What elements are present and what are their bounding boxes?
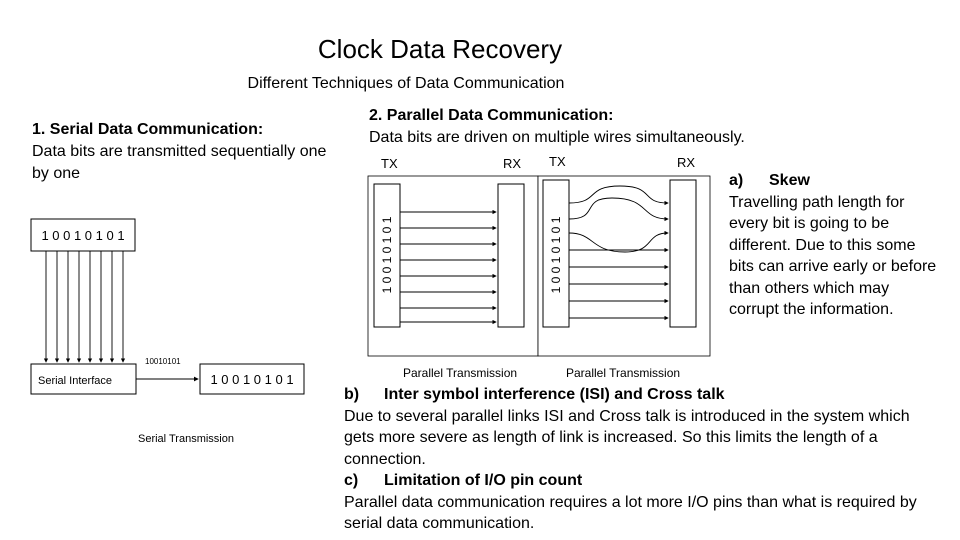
slide-title: Clock Data Recovery: [317, 34, 563, 64]
pins-heading: Limitation of I/O pin count: [384, 472, 583, 489]
serial-caption: Serial Transmission: [138, 433, 234, 445]
serial-interface-label: Serial Interface: [38, 375, 112, 387]
parallel2-rx-register: [670, 180, 696, 327]
skew-heading: Skew: [769, 172, 810, 189]
serial-tx-bits: 1 0 0 1 0 1 0 1: [41, 228, 125, 243]
serial-line-bits: 10010101: [145, 357, 181, 366]
parallel2-tx-label: TX: [549, 154, 566, 169]
isi-heading: Inter symbol interference (ISI) and Cross talk: [384, 386, 725, 403]
slide-subtitle: Different Techniques of Data Communication: [247, 75, 565, 92]
isi-label: b): [344, 386, 360, 403]
parallel-body: Data bits are driven on multiple wires simultaneously.: [369, 129, 745, 146]
parallel2-caption: Parallel Transmission: [566, 366, 681, 380]
serial-heading: 1. Serial Data Communication:: [32, 121, 264, 138]
parallel2-tx-bits: 1 0 0 1 0 1 0 1: [549, 216, 563, 294]
parallel1-rx-label: RX: [503, 156, 522, 171]
parallel2-rx-label: RX: [677, 155, 696, 170]
serial-body: Data bits are transmitted sequentially one by one: [32, 143, 327, 182]
serial-rx-bits: 1 0 0 1 0 1 0 1: [210, 372, 294, 387]
parallel1-tx-label: TX: [381, 156, 398, 171]
isi-body: Due to several parallel links ISI and Cross talk is introduced in the system which gets more severe as length of link is increased. So this limits the length of a connection.: [344, 407, 910, 468]
parallel-heading: 2. Parallel Data Communication:: [369, 107, 614, 124]
skew-body: Travelling path length for every bit is going to be different. Due to this some bits can arrive early or before than others which may corrupt the information.: [729, 193, 937, 318]
skew-label: a): [729, 172, 744, 189]
pins-label: c): [344, 472, 359, 489]
parallel1-caption: Parallel Transmission: [403, 366, 518, 380]
pins-body: Parallel data communication requires a lot more I/O pins than what is required by serial data communication.: [344, 493, 917, 532]
parallel1-tx-bits: 1 0 0 1 0 1 0 1: [380, 216, 394, 294]
